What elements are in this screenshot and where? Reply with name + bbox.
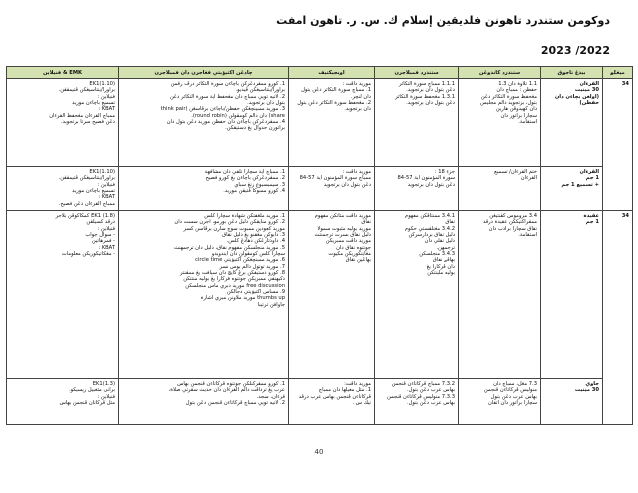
week-cell: 34 — [603, 79, 633, 211]
objectives-cell — [289, 211, 375, 379]
cell-line: سچارا براتور دان اتقان — [487, 400, 537, 407]
learning-standard-cell — [375, 211, 459, 379]
cell-line: عقيدة — [583, 213, 599, 219]
cell-line: 4. كورو ممبوكا ڤتيڤن موريد. — [223, 188, 285, 195]
cell-line: جونتوه نقاق دان — [336, 244, 371, 251]
header-emk: EMK & فنيلاين — [7, 67, 119, 79]
cell-line: 3. موريد ممبينچڠكن حفظن/باچاءن برڤاسڠن (think pair — [160, 106, 285, 113]
cell-line: موريد كعودين ممبوت سوچ سارن برڤاسن كسر — [183, 225, 285, 232]
cell-line: - سوال جواب — [85, 232, 115, 239]
cell-line: 4. ممڤردڠركن باچاءن دان حفظن موريد دڠن بتول دان — [166, 119, 285, 126]
cell-line: ختم القرءان/ تسميع — [494, 169, 537, 175]
cell-line: 1. ممباچ سورة التكاثر دڠن بتول — [301, 87, 371, 94]
page-number: 40 — [314, 448, 324, 456]
cell-line: 1. موريد ملڠقتكن شهادة سچارا كلس — [204, 213, 285, 219]
cell-line: موريد داڤت مثاتكن مفهوم — [314, 213, 371, 219]
cell-line: 3.4.1 ممنتاڤكن مفهوم — [405, 213, 455, 219]
cell-line: 30 مينيت — [574, 387, 599, 394]
cell-line: (اولغن بچاءن دان — [554, 93, 599, 100]
header-activities: چادڠن اكتيۏيتي فڠاجرن دان فمبلاجرن — [119, 67, 289, 79]
cell-line: بهاڤے نفاق — [432, 257, 455, 264]
cell-line: KBAT : — [98, 194, 115, 201]
emk-cell — [7, 379, 119, 425]
cell-line: برانی مثغبيل ريسيكو. — [68, 387, 115, 394]
cell-line: 4. داوذتارڠكن دهادڠ كلس. — [226, 238, 285, 245]
cell-line: القرءان — [579, 169, 599, 175]
cell-line: موريد داڤت ممبريكن — [325, 238, 371, 245]
cell-line: حفظن : ممباچ دان — [496, 87, 537, 94]
cell-line: 8. كورو دستيقكن برڠ كايچ دان سيافت يڠ ممڤنتر — [179, 270, 285, 277]
cell-line: EK1(1.10) — [89, 81, 115, 87]
cell-line: استقامة. — [518, 232, 537, 239]
cell-line: فنيلاين : — [97, 181, 115, 188]
cell-line: ممباچ القرءان دڠن فصيح. — [58, 200, 115, 207]
cell-line: بهاس عرب دڠن بتول — [490, 393, 537, 400]
cell-line: دليل نقاق بردارسركن — [408, 232, 455, 239]
cell-line: thumbs up موريد ملاونن مبري اشارة — [200, 295, 285, 302]
cell-line: القرءان — [520, 175, 537, 182]
cell-line: 2. لاتيه تويي ممباچ دان مڠحفظ اية سورة التكاثر دڠن — [169, 93, 285, 100]
cell-line: 2. ممڤردڠركن باچاءن بڠ كورو فصيح — [205, 175, 285, 182]
cell-line: نفاق — [361, 219, 371, 226]
cell-line: جاوافن ترتيبا — [257, 301, 285, 308]
cell-line: ڤركاتاءن ڤنجمن بهاس عرب درڤد — [298, 393, 371, 400]
cell-line: منوليس ڤركاتاءن ڤنجمن — [483, 387, 537, 394]
cell-line: جزء 18 : — [434, 169, 455, 175]
table-row — [7, 167, 633, 211]
cell-line: سورة المؤمنون اية 57-84 — [397, 175, 455, 182]
table-row — [7, 211, 633, 379]
cell-line: سچارا براتور دان — [500, 112, 537, 119]
cell-line: 1 جم — [585, 219, 599, 226]
cell-line: - فمرهاتين — [91, 238, 115, 245]
cell-line: براورا/ينتاسيڠكن ڤتيمڤڤن. — [58, 87, 115, 94]
cell-line: دان ڤركارا يڠ — [426, 263, 455, 270]
cell-line: دان لنچر. — [350, 93, 371, 100]
cell-line: دڠن بتول دان برتجويد — [323, 181, 371, 188]
table-row — [7, 79, 633, 167]
cell-line: درڤد کسيلڤن — [86, 219, 115, 226]
emk-cell — [7, 79, 119, 167]
cell-line: 3. سيميسيوع رنڠ سباي — [234, 181, 285, 188]
cell-line: share) دان دالم كومڤولن (round robin). — [191, 112, 285, 119]
cell-line: + تسميع 1 جم — [561, 181, 599, 188]
cell-line: دان کهيدوڤن هارين — [495, 106, 537, 113]
document-title: دوکومن ستندرد تاهونن فلديقين إسلام ك. س. ر. تاهون امفت — [276, 14, 610, 27]
learning-standard-cell — [375, 379, 459, 425]
cell-line: KBAT : — [98, 244, 115, 251]
content-standard-cell — [459, 211, 541, 379]
cell-line: براتورن جدوال بڠ دستيقكن. — [225, 125, 285, 132]
cell-line: 6. موريد ممبنچڠكن اكتيۏيتي circle time — [195, 257, 285, 264]
cell-line: ممباچ القرءان مڠحفظ القرءان — [49, 112, 115, 119]
cell-line: 7.3.2 ممباچ ڤركاتاءن ڤنجمن — [391, 381, 455, 387]
learning-standard-cell — [375, 167, 459, 211]
cell-line: 1.3.1 مڠحفظ سورة التكاثر — [395, 93, 455, 100]
cell-line: تسميع باچاءن موريد — [72, 100, 115, 107]
cell-line: بتول دان برتجويد. — [247, 100, 285, 107]
objectives-cell — [289, 79, 375, 167]
cell-line: براورا/ينتاسيڠكن ڤتيمڤڤن. — [58, 175, 115, 182]
cell-line: ممباچ سورة المؤمنون اية 57-84 — [299, 175, 371, 182]
table-header-row — [7, 67, 633, 79]
cell-line: EK1(1.10) — [89, 169, 115, 175]
cell-line: مثل ڤركاتان ڤنجمن بهاس — [59, 400, 115, 407]
activities-cell — [119, 379, 289, 425]
cell-line: موريد داڤت: — [344, 381, 371, 387]
emk-cell — [7, 211, 119, 379]
cell-line: القرءان — [579, 81, 599, 87]
cell-line: free discussion موريد دبري ماس منجلسكن — [185, 282, 285, 289]
week-cell: 34 — [603, 211, 633, 425]
cell-line: 2. مڠحفظ سورة التكاثر دڠن بتول — [297, 100, 371, 107]
cell-line: دڠن فصيح سرتا برتجويد. — [60, 119, 115, 126]
cell-line: 1. كورو ممڤردڠركن باچاءن سورة التكاثر درڤ رقمن — [170, 81, 285, 87]
cell-line: دليل نقلي دان — [424, 238, 455, 245]
cell-line: فنيلاين : — [97, 393, 115, 400]
cell-line: موريد داڤت : — [342, 169, 371, 175]
cell-line: دليل نقاق بسرت ترجمنتث — [314, 232, 371, 239]
cell-line: بهاس عرب دڠن بتول. — [407, 400, 455, 407]
topic-cell — [541, 167, 603, 211]
cell-line: ترجمهن. — [436, 244, 455, 251]
cell-line: 2. لاتيه تويي ممباچ ڤركاتاءن ڤنجمن دڠن بتول — [185, 400, 285, 407]
cell-line: EK1 (1.8) كمكاكوڤن بلاجر — [55, 213, 115, 219]
cell-line: 1. كورو ممڤركنلكن جونتوه ڤركاتاءن ڤنجمن بهاس — [177, 381, 285, 387]
cell-line: استقامة. — [518, 119, 537, 126]
cell-line: دڠن بتول دان برتجويد — [407, 181, 455, 188]
activities-cell — [119, 211, 289, 379]
cell-line: EK1(1.3) — [92, 381, 115, 387]
cell-line: 3.4 مروموس كڤنتيڠن — [489, 213, 537, 219]
cell-line: 1. ممباچ اية سچارا تلقي دان مشافهة — [204, 169, 285, 175]
cell-line: موريد بوليه مثبوت سمولا — [317, 225, 371, 232]
content-standard-cell — [459, 379, 541, 425]
cell-line: حفظن) — [579, 100, 599, 107]
cell-line: KBAT : — [98, 106, 115, 113]
header-week: ميڠݢو — [603, 67, 633, 79]
cell-line: براورا/ينتاسيڠكن ڤيديو. — [235, 87, 285, 94]
cell-line: ذكيهنقي ممبريكن جونتوه فركارا يڠ بوليه منتتكن — [183, 276, 285, 283]
cell-line: بتول، برتجويد دالم مجليس — [480, 100, 537, 107]
cell-line: 7.3.3 منوليس ڤركاتاءن ڤنجمن — [387, 393, 455, 400]
activities-cell — [119, 79, 289, 167]
cell-line: تسميع باچاءن موريد — [72, 188, 115, 195]
objectives-cell — [289, 167, 375, 211]
cell-line: فنيلاين : — [97, 93, 115, 100]
table-row — [7, 379, 633, 425]
cell-line: 1.1 تلاوة دان 1.3 — [498, 81, 537, 87]
cell-line: مڠحفظ سورة التكاثر دڠن — [480, 93, 537, 100]
lesson-plan-table — [6, 66, 633, 425]
cell-line: بهاس عرب دڠن بتول. — [407, 387, 455, 394]
cell-line: - مڠكاتيكوريكن معلومات — [61, 251, 115, 258]
cell-line: موريد داڤت : — [342, 81, 371, 87]
cell-line: 7. موريد توتول دالم بوس نسر — [219, 263, 285, 270]
objectives-cell — [289, 379, 375, 425]
cell-line: دڠن بتول دان برتجويد. — [406, 87, 455, 94]
cell-line: قرءان، سجد. — [256, 393, 285, 400]
cell-line: 1.1.1 ممباچ سورة التكاثر — [398, 81, 455, 87]
activities-cell — [119, 167, 289, 211]
cell-line: دان برتجويد. — [344, 106, 371, 113]
cell-line: 7.3 مڠل، ممباچ دان — [493, 381, 537, 387]
cell-line: بهاڠين نقاق — [345, 257, 371, 264]
topic-cell — [541, 379, 603, 425]
cell-line: سچارا كلس كومڤولن دان ايندويدو — [211, 251, 285, 258]
cell-line: 3. دابوکن مڠقنو بڠ دليل نقاق — [222, 232, 285, 239]
topic-cell — [541, 211, 603, 379]
cell-line: 5. موريد منجلسكن مفهوم نقاق، دليل دان ترجمهنث — [173, 244, 285, 251]
cell-line: عرب يڠ ترداڤت دالم القرءان دان حديث سڤرتي صلاة، — [168, 387, 285, 394]
cell-line: 1. مثل مغيلها دان ممباچ — [318, 387, 371, 394]
cell-line: 30 مينيت — [574, 87, 599, 94]
content-standard-cell — [459, 79, 541, 167]
cell-line: 2. كورو منايقكن دليل دڠن بورمو، اجرن سست دان — [174, 219, 285, 226]
emk-cell — [7, 167, 119, 211]
cell-line: تيك س . — [352, 400, 371, 407]
cell-line: 3.4.2 مڠنلڤستي حكوم — [404, 225, 455, 232]
header-learning-standard: ستندرد فمبلاجرن — [375, 67, 459, 79]
header-topic: بيدڠ تاجوق — [541, 67, 603, 79]
cell-line: دڠن بتول دان برتجويد. — [406, 100, 455, 107]
cell-line: بوليه ملينتكن — [427, 270, 455, 277]
learning-standard-cell — [375, 79, 459, 167]
cell-line: جاوي — [585, 381, 599, 387]
cell-line: 1 جم — [585, 175, 599, 182]
header-content-standard: ستندرد كاندوڠن — [459, 67, 541, 79]
cell-line: نقاق سچارا برادب دان — [488, 225, 537, 232]
cell-line: فنيلاين : — [97, 225, 115, 232]
cell-line: مڠايتكوريكن مكيوت — [328, 251, 371, 258]
document-year: 2022/ 2023 — [540, 44, 610, 57]
cell-line: 9. مساس اكتيۏيتي دجالكن — [226, 289, 285, 296]
topic-cell — [541, 79, 603, 167]
cell-line: نفاق — [445, 219, 455, 226]
content-standard-cell — [459, 167, 541, 211]
cell-line: 3.4.3 منجلسكن — [419, 251, 455, 258]
header-objectives: اوبجيكتيف — [289, 67, 375, 79]
cell-line: ممڤراكتيككن عقيدة درڤد — [482, 219, 537, 226]
